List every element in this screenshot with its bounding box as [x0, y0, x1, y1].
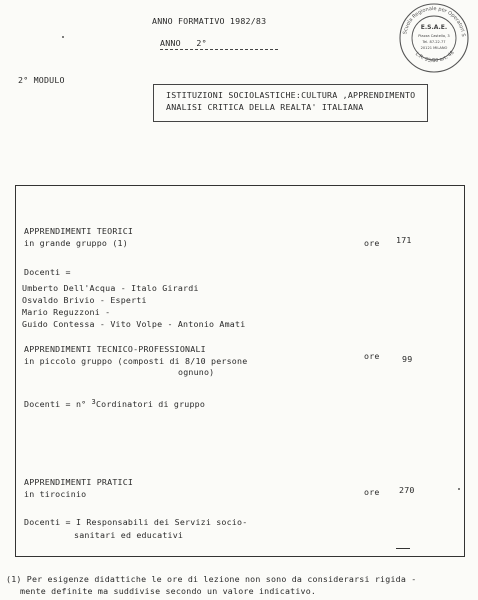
tecnico-subtitle: in piccolo gruppo (composti di 8/10 persone — [24, 356, 248, 366]
module-title-box — [153, 84, 428, 122]
modulo-label: 2° MODULO — [18, 75, 65, 85]
teorici-ore-label: ore — [364, 238, 380, 248]
official-stamp — [398, 2, 470, 74]
tecnico-docenti-suffix: Cordinatori di gruppo — [95, 399, 206, 409]
paper-speck — [458, 488, 460, 490]
pratici-ore-value: 270 — [399, 485, 415, 495]
tecnico-subtitle-2: ognuno) — [178, 367, 215, 377]
program-box — [15, 185, 465, 557]
anno-line — [160, 38, 207, 48]
pratici-docenti-line-2: sanitari ed educativi — [74, 530, 184, 540]
paper-speck — [62, 36, 64, 38]
svg-text:Piazza Castello, 3: Piazza Castello, 3 — [418, 34, 450, 38]
svg-text:E.S.A.E.: E.S.A.E. — [420, 24, 448, 31]
svg-text:20121 MILANO: 20121 MILANO — [420, 46, 448, 50]
tecnico-docenti-prefix: Docenti = n° — [24, 399, 87, 409]
year-line: ANNO FORMATIVO 1982/83 — [152, 16, 267, 26]
anno-underline — [160, 49, 278, 50]
anno-value: 2° — [196, 38, 207, 48]
svg-text:L.R. 95/80 art. 48: L.R. 95/80 art. 48 — [413, 49, 456, 65]
pratici-title: APPRENDIMENTI PRATICI — [24, 477, 134, 487]
pratici-ore-label: ore — [364, 487, 380, 497]
pratici-docenti-line-1: Docenti = I Responsabili dei Servizi socio- — [24, 517, 248, 527]
dash-mark — [396, 548, 410, 549]
svg-text:Tel. 87.22.77: Tel. 87.22.77 — [422, 40, 446, 44]
tecnico-docenti-number: 3 — [91, 398, 96, 406]
tecnico-docenti — [24, 399, 205, 410]
anno-label: ANNO — [160, 38, 181, 48]
tecnico-title: APPRENDIMENTI TECNICO-PROFESSIONALI — [24, 344, 206, 354]
teorici-title: APPRENDIMENTI TEORICI — [24, 226, 134, 236]
docente-line: Osvaldo Brivio - Esperti — [22, 295, 147, 305]
teorici-ore-value: 171 — [396, 235, 412, 245]
module-title-line-2: ANALISI CRITICA DELLA REALTA' ITALIANA — [166, 102, 364, 112]
teorici-subtitle: in grande gruppo (1) — [24, 238, 128, 248]
tecnico-ore-label: ore — [364, 351, 380, 361]
docente-line: Guido Contessa - Vito Volpe - Antonio Amati — [22, 319, 246, 329]
svg-text:Scuola Regionale per Operatori: Scuola Regionale per Operatori S — [402, 5, 466, 37]
pratici-subtitle: in tirocinio — [24, 489, 87, 499]
tecnico-ore-value: 99 — [402, 354, 413, 364]
docente-line: Umberto Dell'Acqua - Italo Girardi — [22, 283, 199, 293]
module-title-line-1: ISTITUZIONI SOCIOLASTICHE:CULTURA ,APPRENDIMENTO — [166, 90, 416, 100]
docente-line: Mario Reguzzoni - — [22, 307, 111, 317]
footnote-line-1: (1) Per esigenze didattiche le ore di lezione non sono da considerarsi rigida - — [6, 574, 417, 584]
teorici-docenti-label: Docenti = — [24, 267, 71, 277]
footnote-line-2: mente definite ma suddivise secondo un valore indicativo. — [20, 586, 317, 596]
